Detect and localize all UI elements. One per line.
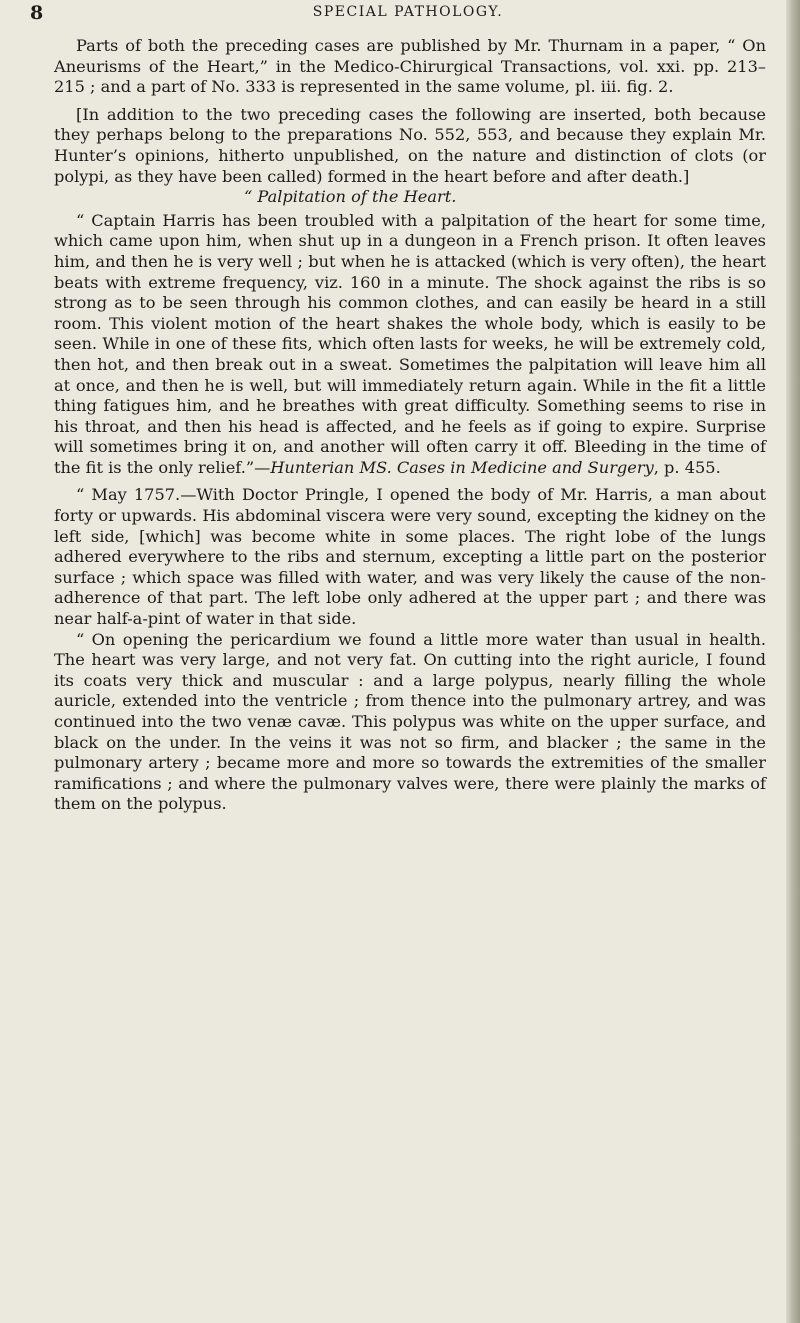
paragraph-autopsy: “ May 1757.—With Doctor Pringle, I opened the body of Mr. Harris, a man about forty or upwards. His abdominal viscera were very sound, excepting the kidney on the left side, [which] was become white in some places. The right lobe of the lungs adhered everywhere to the ribs and sternum, excepting a little part on the posterior surface ; which space was filled with water, and was very likely the cause of the non-adherence of that part. The left lobe only adhered at the upper part ; and there was near half-a-pint of water in that side. — [54, 485, 766, 629]
section-heading-text: “ Palpitation of the Heart. — [244, 187, 457, 207]
paragraph-thurnam: Parts of both the preceding cases are published by Mr. Thurnam in a paper, “ On Aneurisms of the Heart,” in the Medico-Chirurgical Transactions, vol. xxi. pp. 213–215 ; and a part of No. 333 is represented in the same volume, pl. iii. fig. 2. — [54, 36, 766, 97]
section-heading — [54, 187, 766, 208]
paragraph-editorial-note: [In addition to the two preceding cases the following are inserted, both because they perhaps belong to the preparations No. 552, 553, and because they explain Mr. Hunter’s opinions, hitherto unpublished, on the nature and distinction of clots (or polypi, as they have been called) formed in the heart before and after death.] — [54, 104, 766, 186]
citation-page: , p. 455. — [653, 457, 721, 477]
running-title: SPECIAL PATHOLOGY. — [312, 4, 504, 20]
paragraph-pericardium: “ On opening the pericardium we found a little more water than usual in health. The heart was very large, and not very fat. On cutting into the right auricle, I found its coats very thick and muscular : and a large polypus, nearly filling the whole auricle, extended into the ventricle ; from thence into the pulmonary artrey, and was continued into the two venæ cavæ. This polypus was white on the upper surface, and black on the under. In the veins it was not so firm, and blacker ; the same in the pulmonary artery ; became more and more so towards the extremities of the smaller ramifications ; and where the pulmonary valves were, there were plainly the marks of them on the polypus. — [54, 629, 766, 814]
paragraph-palpitation-case — [54, 211, 766, 479]
citation-source: Hunterian MS. Cases in Medicine and Surgery — [270, 457, 654, 477]
page-number: 8 — [30, 2, 44, 24]
page-body — [54, 36, 766, 822]
page-edge-shadow — [786, 0, 800, 1323]
case-text: “ Captain Harris has been troubled with a palpitation of the heart for some time, which came upon him, when shut up in a dungeon in a French prison. It often leaves him, and then he is very well ; but when he is attacked (which is very often), the heart beats with extreme frequency, viz. 160 in a minute. The shock against the ribs is so strong as to be seen through his common clothes, and can easily be heard in a still room. This violent motion of the heart shakes the whole body, which is easily to be seen. While in one of these fits, which often lasts for weeks, he will be extremely cold, then hot, and then break out in a sweat. Sometimes the palpitation will leave him all at once, and then he is well, but will immediately return again. While in the fit a little thing fatigues him, and he breathes with great difficulty. Something seems to rise in his throat, and then his head is affected, and he feels as if going to expire. Surprise will sometimes bring it on, and another will often carry it off. Bleeding in the time of the fit is the only relief.”— — [54, 210, 766, 477]
